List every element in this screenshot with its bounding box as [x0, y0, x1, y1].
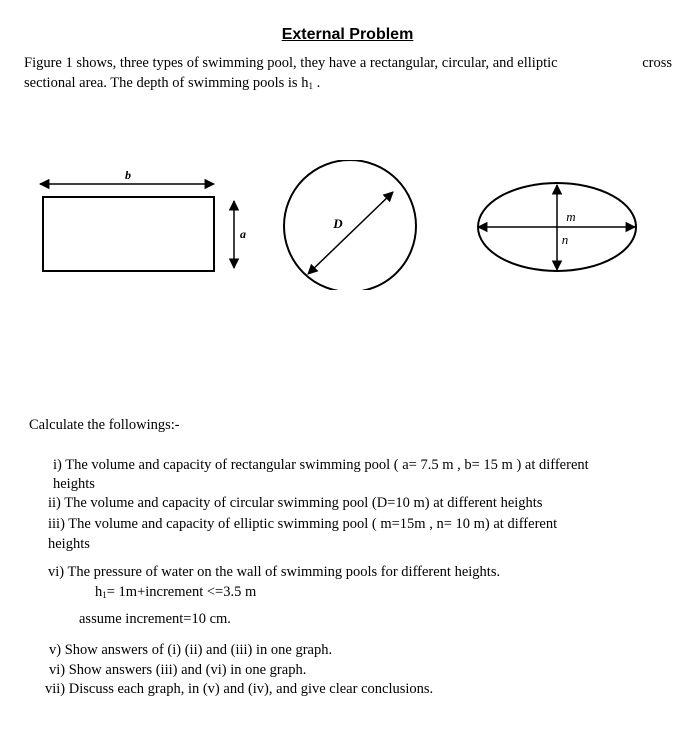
assume-increment: assume increment=10 cm. — [79, 611, 231, 627]
label-b: b — [125, 168, 131, 182]
item-i-line-2: heights — [53, 476, 95, 492]
intro-line-1 — [24, 54, 672, 73]
item-v: v) Show answers of (i) (ii) and (iii) in one graph. — [49, 642, 333, 658]
item-ii: ii) The volume and capacity of circular swimming pool (D=10 m) at different heights — [48, 495, 543, 511]
elliptic-pool-diagram — [478, 183, 636, 271]
circular-pool-diagram — [284, 160, 416, 290]
item-iii-line-2: heights — [48, 536, 90, 552]
label-m: m — [566, 209, 576, 224]
item-iii-line-1: iii) The volume and capacity of elliptic swimming pool ( m=15m , n= 10 m) at different — [48, 516, 558, 532]
item-i-line-1: i) The volume and capacity of rectangular swimming pool ( a= 7.5 m , b= 15 m ) at different — [53, 457, 589, 473]
label-n: n — [561, 232, 569, 247]
calculate-heading: Calculate the followings:- — [29, 417, 180, 433]
rectangle-shape — [43, 197, 214, 271]
formula-rest: = 1m+increment <=3.5 m — [106, 584, 257, 600]
intro-line-2 — [24, 74, 320, 96]
circle-shape — [284, 160, 416, 290]
depth-subscript: 1 — [308, 81, 313, 91]
label-D: D — [333, 216, 343, 231]
item-vi-pressure: vi) The pressure of water on the wall of swimming pools for different heights. — [48, 564, 501, 580]
intro-line-1-end: cross — [642, 55, 672, 71]
page-title: External Problem — [281, 26, 414, 43]
formula-subscript: 1 — [102, 590, 107, 600]
formula-h: h — [95, 584, 103, 600]
intro-line-2-end: . — [312, 75, 321, 91]
intro-line-1-text: Figure 1 shows, three types of swimming pool, they have a rectangular, circular, and elliptic — [24, 55, 558, 71]
figure-1-pool-shapes — [0, 160, 695, 290]
height-formula — [95, 583, 256, 605]
diameter-arrow — [308, 192, 393, 274]
label-a: a — [240, 227, 246, 241]
intro-line-2-text: sectional area. The depth of swimming pools is h — [24, 75, 309, 91]
item-vii: vii) Discuss each graph, in (v) and (iv), and give clear conclusions. — [45, 681, 434, 697]
item-vi-graph: vi) Show answers (iii) and (vi) in one graph. — [49, 662, 307, 678]
rectangle-pool-diagram — [40, 168, 246, 271]
